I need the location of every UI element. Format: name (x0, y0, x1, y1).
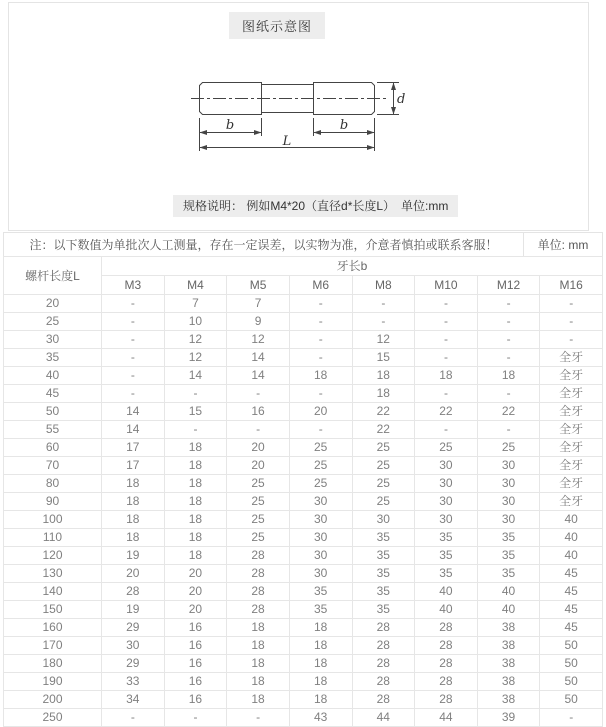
thread-length-cell: 17 (102, 457, 165, 475)
table-row (4, 673, 603, 691)
thread-length-cell: 28 (227, 583, 290, 601)
col-header-size: M10 (415, 276, 478, 295)
thread-length-cell: 18 (227, 655, 290, 673)
thread-length-cell: 7 (227, 295, 290, 313)
col-header-size: M8 (352, 276, 415, 295)
table-row (4, 601, 603, 619)
thread-length-cell: 30 (289, 547, 352, 565)
thread-length-cell: 40 (540, 547, 603, 565)
thread-length-cell: 50 (540, 637, 603, 655)
thread-length-cell: - (415, 349, 478, 367)
thread-length-cell: 18 (352, 385, 415, 403)
rod-length-cell: 55 (4, 421, 102, 439)
thread-length-cell: 30 (352, 511, 415, 529)
thread-length-cell: 18 (164, 511, 227, 529)
thread-length-cell: 全牙 (540, 439, 603, 457)
thread-length-cell: 14 (227, 367, 290, 385)
rod-length-cell: 150 (4, 601, 102, 619)
thread-length-cell: 9 (227, 313, 290, 331)
thread-length-cell: 29 (102, 619, 165, 637)
thread-length-cell: 30 (102, 637, 165, 655)
thread-length-cell: 35 (477, 529, 540, 547)
thread-length-cell: - (102, 313, 165, 331)
col-header-length: 螺杆长度L (4, 257, 102, 295)
table-row (4, 583, 603, 601)
thread-length-cell: 30 (289, 511, 352, 529)
thread-length-cell: 30 (477, 511, 540, 529)
thread-length-cell: 14 (164, 367, 227, 385)
rod-length-cell: 200 (4, 691, 102, 709)
thread-length-cell: 44 (415, 709, 478, 727)
thread-length-cell: 18 (227, 637, 290, 655)
col-header-size: M6 (289, 276, 352, 295)
thread-length-cell: 45 (540, 601, 603, 619)
thread-length-cell: 12 (164, 331, 227, 349)
thread-length-cell: 25 (227, 529, 290, 547)
dimension-arrowheads (200, 83, 397, 151)
thread-length-cell: 25 (289, 457, 352, 475)
thread-length-cell: 25 (352, 457, 415, 475)
thread-length-cell: 28 (415, 673, 478, 691)
thread-length-cell: 28 (102, 583, 165, 601)
thread-length-cell: 28 (415, 637, 478, 655)
rod-length-cell: 100 (4, 511, 102, 529)
col-header-size: M5 (227, 276, 290, 295)
thread-length-cell: 全牙 (540, 385, 603, 403)
thread-length-cell: - (540, 709, 603, 727)
thread-length-cell: - (164, 709, 227, 727)
thread-length-cell: - (540, 331, 603, 349)
thread-length-cell: 全牙 (540, 349, 603, 367)
thread-length-cell: 20 (227, 439, 290, 457)
thread-length-cell: 14 (102, 421, 165, 439)
thread-length-cell: 30 (415, 475, 478, 493)
thread-length-cell: 28 (352, 691, 415, 709)
thread-length-cell: 28 (352, 619, 415, 637)
thread-length-cell: 50 (540, 655, 603, 673)
thread-length-cell: 全牙 (540, 367, 603, 385)
thread-length-cell: - (415, 295, 478, 313)
table-row (4, 691, 603, 709)
thread-length-cell: - (164, 385, 227, 403)
rod-length-cell: 50 (4, 403, 102, 421)
thread-length-cell: 16 (164, 637, 227, 655)
rod-length-cell: 40 (4, 367, 102, 385)
thread-length-cell: 40 (415, 601, 478, 619)
thread-length-cell: 38 (477, 691, 540, 709)
table-row (4, 637, 603, 655)
stud-right-thread (314, 83, 375, 115)
thread-length-cell: 44 (352, 709, 415, 727)
spec-note: 规格说明： 例如M4*20（直径d*长度L） 单位:mm (173, 195, 458, 217)
thread-length-cell: 全牙 (540, 475, 603, 493)
thread-length-cell: - (102, 349, 165, 367)
thread-length-cell: 18 (164, 475, 227, 493)
thread-length-cell: 30 (415, 511, 478, 529)
thread-length-cell: - (289, 295, 352, 313)
thread-length-cell: 35 (352, 601, 415, 619)
thread-length-cell: 22 (477, 403, 540, 421)
thread-length-cell: 全牙 (540, 493, 603, 511)
thread-length-cell: - (540, 295, 603, 313)
thread-length-cell: 25 (415, 439, 478, 457)
thread-length-cell: 38 (477, 619, 540, 637)
thread-length-cell: - (102, 295, 165, 313)
thread-length-cell: - (289, 421, 352, 439)
table-row (4, 421, 603, 439)
thread-length-cell: 34 (102, 691, 165, 709)
thread-length-cell: 35 (477, 547, 540, 565)
rod-length-cell: 25 (4, 313, 102, 331)
thread-length-cell: 50 (540, 673, 603, 691)
thread-length-cell: 10 (164, 313, 227, 331)
thread-length-cell: 28 (415, 655, 478, 673)
thread-length-cell: 14 (227, 349, 290, 367)
thread-length-cell: 30 (477, 475, 540, 493)
thread-length-cell: - (415, 421, 478, 439)
thread-length-cell: 35 (352, 583, 415, 601)
rod-length-cell: 90 (4, 493, 102, 511)
thread-length-cell: 12 (352, 331, 415, 349)
thread-length-cell: 16 (164, 619, 227, 637)
thread-length-cell: 25 (227, 475, 290, 493)
thread-length-cell: 30 (477, 457, 540, 475)
thread-length-cell: 18 (289, 367, 352, 385)
rod-length-cell: 35 (4, 349, 102, 367)
rod-length-cell: 130 (4, 565, 102, 583)
col-header-size: M12 (477, 276, 540, 295)
thread-length-cell: 25 (289, 475, 352, 493)
thread-length-table (3, 256, 603, 727)
measurement-note-bar (3, 232, 603, 257)
thread-length-cell: 25 (352, 493, 415, 511)
thread-length-cell: 20 (227, 457, 290, 475)
thread-length-cell: - (352, 295, 415, 313)
table-row (4, 547, 603, 565)
measurement-note-text: 注：以下数值为单批次人工测量，存在一定误差，以实物为准，介意者慎拍或联系客服！ (29, 238, 498, 252)
thread-length-cell: 28 (227, 565, 290, 583)
rod-length-cell: 180 (4, 655, 102, 673)
thread-length-cell: 29 (102, 655, 165, 673)
drawing-panel (8, 2, 589, 231)
thread-length-cell: - (477, 349, 540, 367)
thread-length-cell: - (102, 709, 165, 727)
thread-length-cell: 30 (289, 565, 352, 583)
thread-length-cell: 28 (352, 637, 415, 655)
thread-length-cell: 18 (289, 655, 352, 673)
thread-length-cell: 39 (477, 709, 540, 727)
rod-length-cell: 140 (4, 583, 102, 601)
thread-length-cell: 35 (352, 547, 415, 565)
table-row (4, 475, 603, 493)
thread-length-cell: 18 (289, 637, 352, 655)
thread-length-cell: 18 (227, 691, 290, 709)
thread-length-cell: 18 (102, 475, 165, 493)
thread-length-cell: - (415, 313, 478, 331)
table-row (4, 313, 603, 331)
rod-length-cell: 80 (4, 475, 102, 493)
thread-length-cell: 全牙 (540, 403, 603, 421)
rod-length-cell: 110 (4, 529, 102, 547)
thread-length-cell: 25 (289, 439, 352, 457)
thread-length-cell: 40 (477, 583, 540, 601)
rod-length-cell: 170 (4, 637, 102, 655)
table-row (4, 439, 603, 457)
thread-length-cell: - (415, 385, 478, 403)
b-right-label: b (339, 118, 349, 133)
table-row (4, 403, 603, 421)
thread-length-cell: 18 (164, 529, 227, 547)
thread-length-cell: - (477, 421, 540, 439)
table-row (4, 367, 603, 385)
thread-length-cell: 18 (289, 673, 352, 691)
thread-length-cell: 20 (289, 403, 352, 421)
thread-length-cell: 35 (352, 529, 415, 547)
d-label: d (397, 92, 406, 107)
thread-length-cell: 17 (102, 439, 165, 457)
thread-length-cell: 28 (415, 691, 478, 709)
thread-length-cell: 18 (164, 457, 227, 475)
thread-length-cell: 19 (102, 547, 165, 565)
drawing-title: 图纸示意图 (229, 12, 325, 39)
thread-length-cell: 30 (415, 493, 478, 511)
thread-length-cell: - (289, 385, 352, 403)
thread-length-cell: 18 (164, 439, 227, 457)
thread-length-cell: - (289, 313, 352, 331)
thread-length-cell: 18 (164, 547, 227, 565)
table-row (4, 529, 603, 547)
thread-length-cell: 18 (102, 529, 165, 547)
col-header-size: M16 (540, 276, 603, 295)
thread-length-cell: - (102, 367, 165, 385)
rod-length-cell: 70 (4, 457, 102, 475)
thread-length-cell: 40 (477, 601, 540, 619)
thread-length-cell: - (477, 313, 540, 331)
table-row (4, 493, 603, 511)
thread-length-cell: 30 (477, 493, 540, 511)
thread-length-cell: - (415, 331, 478, 349)
col-header-size: M4 (164, 276, 227, 295)
table-row (4, 295, 603, 313)
thread-length-cell: 18 (102, 511, 165, 529)
rod-length-cell: 20 (4, 295, 102, 313)
thread-length-cell: 20 (164, 601, 227, 619)
thread-length-cell: 22 (352, 403, 415, 421)
thread-length-cell: 20 (102, 565, 165, 583)
rod-length-cell: 190 (4, 673, 102, 691)
thread-length-cell: 19 (102, 601, 165, 619)
thread-length-cell: 18 (352, 367, 415, 385)
thread-length-cell: 22 (352, 421, 415, 439)
thread-length-cell: 16 (164, 673, 227, 691)
thread-length-cell: 22 (415, 403, 478, 421)
thread-length-cell: 28 (415, 619, 478, 637)
thread-length-cell: 35 (289, 583, 352, 601)
thread-length-cell: 45 (540, 583, 603, 601)
thread-length-cell: - (102, 331, 165, 349)
thread-length-cell: 18 (164, 493, 227, 511)
thread-length-cell: 16 (227, 403, 290, 421)
thread-length-cell: 40 (415, 583, 478, 601)
thread-length-cell: 28 (352, 655, 415, 673)
thread-length-cell: 14 (102, 403, 165, 421)
thread-length-cell: 18 (102, 493, 165, 511)
thread-length-cell: 15 (164, 403, 227, 421)
thread-length-cell: 35 (415, 529, 478, 547)
table-row (4, 511, 603, 529)
table-row (4, 457, 603, 475)
thread-length-cell: - (289, 349, 352, 367)
thread-length-cell: 35 (415, 565, 478, 583)
thread-length-cell: 40 (540, 529, 603, 547)
thread-length-cell: 35 (477, 565, 540, 583)
thread-length-cell: - (227, 421, 290, 439)
thread-length-cell: - (227, 709, 290, 727)
thread-length-cell: 38 (477, 673, 540, 691)
rod-length-cell: 120 (4, 547, 102, 565)
thread-length-cell: 7 (164, 295, 227, 313)
table-row (4, 619, 603, 637)
thread-length-cell: - (477, 331, 540, 349)
thread-length-cell: 30 (415, 457, 478, 475)
thread-length-cell: 12 (164, 349, 227, 367)
thread-length-cell: 28 (352, 673, 415, 691)
thread-length-cell: - (477, 385, 540, 403)
thread-length-cell: 25 (477, 439, 540, 457)
thread-length-cell: - (289, 331, 352, 349)
thread-length-cell: 18 (227, 619, 290, 637)
b-left-label: b (225, 118, 235, 133)
table-row (4, 385, 603, 403)
thread-length-cell: 45 (540, 619, 603, 637)
thread-length-cell: - (540, 313, 603, 331)
thread-length-cell: - (102, 385, 165, 403)
table-body (4, 295, 603, 727)
table-row (4, 709, 603, 727)
thread-length-cell: 28 (227, 547, 290, 565)
thread-length-cell: 12 (227, 331, 290, 349)
thread-length-cell: 16 (164, 655, 227, 673)
thread-length-cell: 33 (102, 673, 165, 691)
rod-length-cell: 250 (4, 709, 102, 727)
table-row (4, 349, 603, 367)
table-row (4, 655, 603, 673)
thread-length-cell: 18 (289, 691, 352, 709)
thread-length-cell: 18 (289, 619, 352, 637)
thread-length-cell: 50 (540, 691, 603, 709)
L-label: L (282, 134, 292, 149)
thread-length-cell: 25 (227, 511, 290, 529)
thread-length-cell: - (352, 313, 415, 331)
table-row (4, 565, 603, 583)
thread-length-cell: 43 (289, 709, 352, 727)
thread-length-cell: 30 (289, 529, 352, 547)
thread-length-cell: 18 (415, 367, 478, 385)
thread-length-cell: 16 (164, 691, 227, 709)
thread-length-cell: 35 (415, 547, 478, 565)
thread-length-cell: 15 (352, 349, 415, 367)
thread-length-cell: 28 (227, 601, 290, 619)
d-extension-lines (377, 83, 399, 115)
table-row (4, 331, 603, 349)
unit-label: 单位: mm (523, 233, 602, 256)
table-header (4, 257, 603, 295)
thread-length-cell: - (477, 295, 540, 313)
thread-length-cell: 38 (477, 637, 540, 655)
rod-length-cell: 45 (4, 385, 102, 403)
thread-length-cell: 25 (227, 493, 290, 511)
thread-length-cell: - (227, 385, 290, 403)
rod-length-cell: 60 (4, 439, 102, 457)
col-header-thread-length-group: 牙长b (102, 257, 603, 276)
thread-length-cell: 38 (477, 655, 540, 673)
thread-length-cell: - (164, 421, 227, 439)
thread-length-cell: 全牙 (540, 457, 603, 475)
thread-length-cell: 45 (540, 565, 603, 583)
thread-length-cell: 40 (540, 511, 603, 529)
thread-length-cell: 30 (289, 493, 352, 511)
thread-length-cell: 25 (352, 475, 415, 493)
rod-length-cell: 30 (4, 331, 102, 349)
thread-length-cell: 18 (227, 673, 290, 691)
thread-length-cell: 25 (352, 439, 415, 457)
thread-length-cell: 全牙 (540, 421, 603, 439)
thread-length-cell: 20 (164, 583, 227, 601)
stud-bolt-diagram (9, 61, 591, 173)
col-header-size: M3 (102, 276, 165, 295)
thread-length-cell: 35 (289, 601, 352, 619)
rod-length-cell: 160 (4, 619, 102, 637)
thread-length-cell: 18 (477, 367, 540, 385)
thread-length-cell: 20 (164, 565, 227, 583)
thread-length-cell: 35 (352, 565, 415, 583)
